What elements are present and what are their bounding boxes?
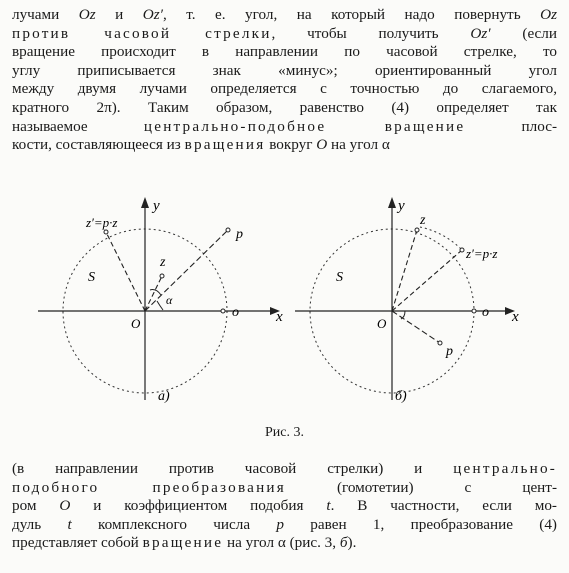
point-o-a <box>221 309 225 313</box>
spaced-emphasis: подобного преобразования <box>12 478 286 496</box>
spaced-emphasis: против часовой стрелки <box>12 24 272 42</box>
italic-symbol: O <box>59 497 71 515</box>
label-alpha-a: α <box>166 293 173 307</box>
label-origin-b: O <box>377 316 387 331</box>
text-run: на угол α (рис. 3, <box>223 534 340 552</box>
label-p-a: p <box>236 227 243 242</box>
text-run: углу приписывается знак «минус»; ориентированный угол <box>12 61 557 79</box>
top-paragraph-line <box>12 99 557 118</box>
point-o-b <box>472 309 476 313</box>
text-run: . В частности, если мо- <box>330 497 557 515</box>
angle-arc-a2 <box>157 301 163 310</box>
y-arrow-b <box>388 197 396 208</box>
text-run: , т. е. угол, на который надо повернуть <box>162 6 541 23</box>
top-paragraph-line <box>12 118 557 137</box>
point-p-a <box>226 228 230 232</box>
top-paragraph-line <box>12 62 557 81</box>
italic-symbol: Oz <box>78 6 96 23</box>
figure-3 <box>0 180 569 430</box>
y-arrow-a <box>141 197 149 208</box>
label-z-a: z <box>160 255 166 270</box>
text-run: (гомотетии) с цент- <box>285 478 558 496</box>
bottom-paragraph-line <box>12 479 557 498</box>
text-run: ром <box>12 497 60 515</box>
ray-zprime-b <box>392 250 462 311</box>
italic-symbol: t <box>67 515 72 533</box>
label-o-right-a: o <box>232 305 239 320</box>
text-run: на угол α <box>327 136 390 154</box>
ray-z-b <box>392 230 417 311</box>
top-paragraph-line <box>12 25 557 44</box>
label-s-b: S <box>336 270 343 285</box>
figure-b <box>295 197 519 404</box>
ray-p-a <box>145 230 228 311</box>
spaced-emphasis: центрально-подобное вращение <box>143 117 466 135</box>
spaced-emphasis: центрально- <box>453 460 557 477</box>
ray-zprime-a <box>106 232 145 311</box>
label-z-b: z <box>420 213 426 228</box>
text-run: ). <box>347 534 357 552</box>
top-paragraph-line <box>12 6 557 25</box>
text-run: лучами <box>12 6 79 23</box>
point-z-a <box>160 274 164 278</box>
spaced-emphasis: вращение <box>142 534 224 552</box>
text-run: представляет собой <box>12 534 143 552</box>
point-zprime-a <box>104 230 108 234</box>
bottom-paragraph <box>12 460 557 553</box>
top-paragraph-line <box>12 80 557 99</box>
text-run: , чтобы получить <box>271 24 471 42</box>
point-zprime-b <box>460 248 464 252</box>
italic-symbol: p <box>276 515 284 533</box>
text-run: вокруг <box>265 136 317 154</box>
label-origin-a: O <box>131 316 141 331</box>
label-p-b: p <box>446 344 453 359</box>
text-run: дуль <box>12 515 68 533</box>
text-run: (если <box>490 24 558 42</box>
text-run: вращение происходит в направлении по часовой стрелке, то <box>12 43 557 61</box>
ray-p-b <box>392 311 440 343</box>
italic-symbol: t <box>326 497 331 515</box>
text-run: плос- <box>465 117 558 135</box>
text-run: кратного 2π). Таким образом, равенство (4) определяет так <box>12 98 557 116</box>
top-paragraph <box>12 6 557 155</box>
italic-symbol: O <box>316 136 328 154</box>
italic-symbol: Oz′ <box>470 24 491 42</box>
point-p-b <box>438 341 442 345</box>
rotation-arc-b <box>420 227 462 250</box>
figure-caption: Рис. 3. <box>265 425 304 440</box>
italic-symbol: Oz <box>540 6 557 23</box>
bottom-paragraph-line <box>12 460 557 479</box>
label-zprime-a: z′=p·z <box>86 215 118 230</box>
text-run: комплексного числа <box>71 515 277 533</box>
top-paragraph-line <box>12 136 557 155</box>
label-x-a: x <box>276 309 283 325</box>
text-run: равен 1, преобразование (4) <box>283 515 557 533</box>
bottom-paragraph-line <box>12 534 557 553</box>
text-run: (в направлении против часовой стрелки) и <box>12 460 454 477</box>
bottom-paragraph-line <box>12 516 557 535</box>
angle-arc-a <box>150 290 161 295</box>
label-y-a: y <box>153 198 160 214</box>
caption-b: б) <box>395 389 407 404</box>
spaced-emphasis: вращения <box>184 136 266 154</box>
point-z-b <box>415 228 419 232</box>
text-run: и коэффициентом подобия <box>70 497 327 515</box>
top-paragraph-line <box>12 43 557 62</box>
label-x-b: x <box>512 309 519 325</box>
italic-symbol: б <box>339 534 348 552</box>
text-run: кости, составляющееся из <box>12 136 185 154</box>
caption-a: а) <box>158 389 170 404</box>
label-zprime-b: z′=p·z <box>466 246 498 261</box>
text-run: называемое <box>12 117 144 135</box>
label-o-right-b: o <box>482 305 489 320</box>
figure-a <box>38 197 283 404</box>
bottom-paragraph-line <box>12 497 557 516</box>
italic-symbol: Oz′ <box>142 6 163 23</box>
text-run: и <box>95 6 143 23</box>
label-y-b: y <box>398 198 405 214</box>
label-s-a: S <box>88 270 95 285</box>
text-run: между двумя лучами определяется с точностью до слагаемого, <box>12 80 557 98</box>
